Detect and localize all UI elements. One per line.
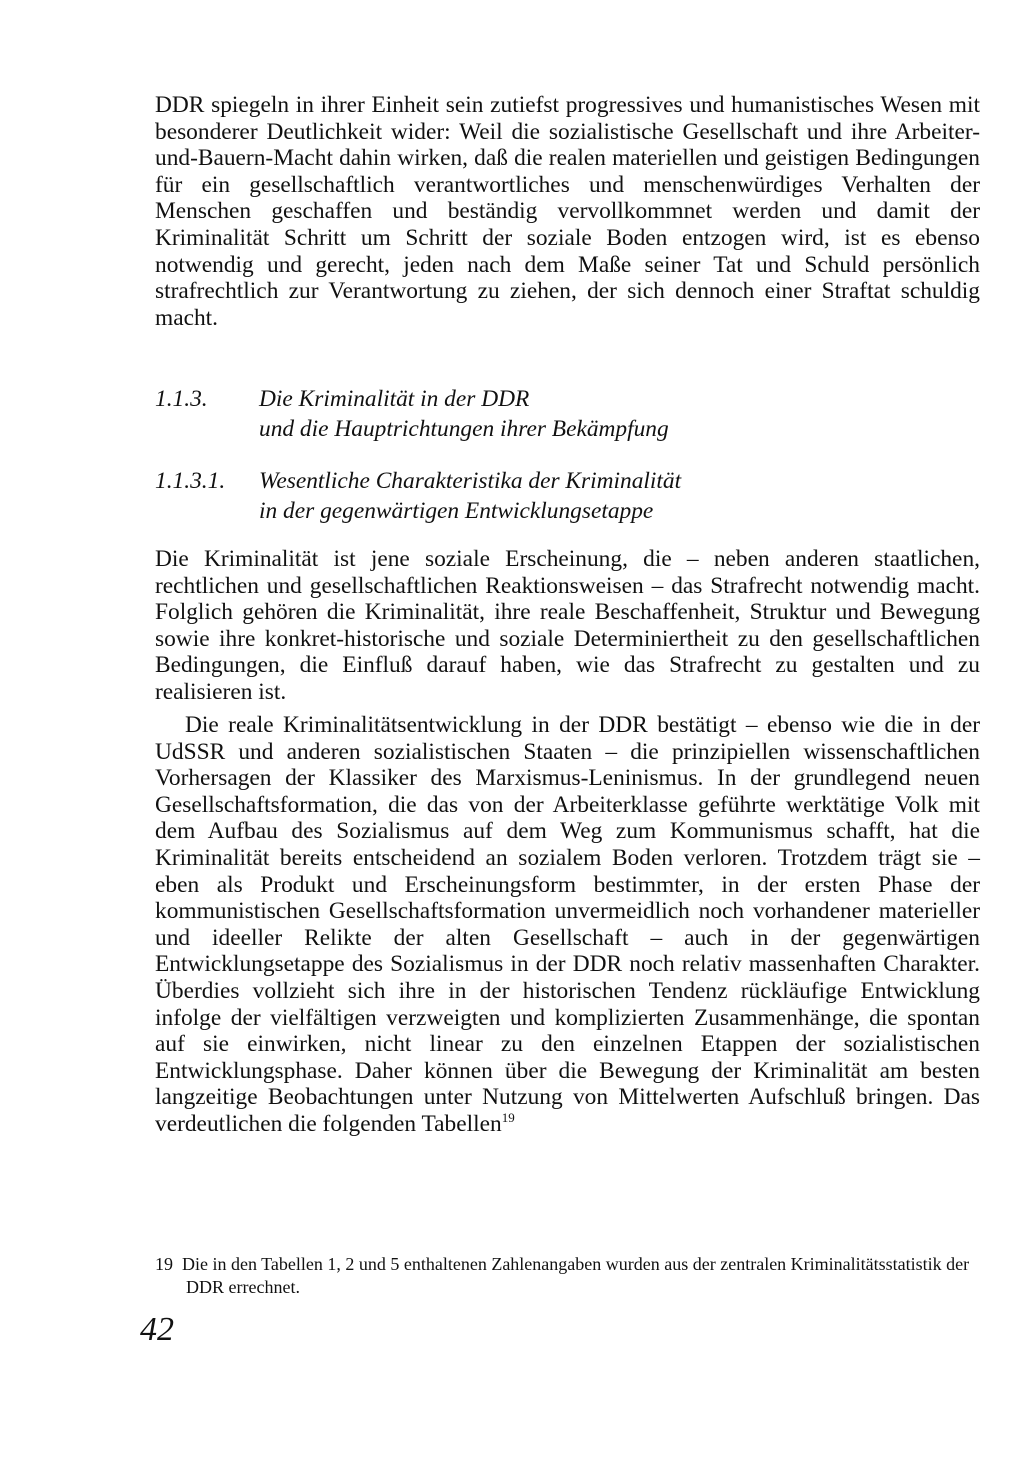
paragraph-criminality-development — [155, 712, 980, 1138]
paragraph-criminality-definition: Die Kriminalität ist jene soziale Erscheinung, die – neben anderen staatlichen, rechtlichen und gesellschaftlichen Reaktionsweisen – das Strafrecht notwendig macht. Folglich gehören die Kriminalität, ihre reale Beschaffenheit, Struktur und Bewegung sowie ihre konkret-historische und soziale Determiniertheit zu den gesellschaftlichen Bedingungen, die Einfluß darauf haben, wie das Strafrecht zu gestalten und zu realisieren ist. — [155, 546, 980, 705]
subsection-title-line-1: Wesentliche Charakteristika der Kriminalität — [259, 468, 682, 494]
footnote-text: Die in den Tabellen 1, 2 und 5 enthaltenen Zahlenangaben wurden aus der zentralen Kriminalitätsstatistik der DDR errechnet. — [182, 1254, 970, 1297]
section-title-line-2: und die Hauptrichtungen ihrer Bekämpfung — [259, 416, 669, 442]
page-number: 42 — [140, 1311, 174, 1348]
subsection-title-line-2: in der gegenwärtigen Entwicklungsetappe — [259, 498, 654, 524]
section-heading-1-1-3 — [155, 384, 980, 444]
subsection-title — [259, 466, 959, 526]
subsection-number: 1.1.3.1. — [155, 468, 226, 494]
section-title-line-1: Die Kriminalität in der DDR — [259, 386, 530, 412]
footnote-reference: 19 — [501, 1110, 515, 1126]
footnote-number: 19 — [155, 1254, 173, 1274]
paragraph-text: Die reale Kriminalitätsentwicklung in der DDR bestätigt – ebenso wie die in der UdSSR und anderen sozialistischen Staaten – die prinzipiellen wissenschaftlichen Vorhersagen der Klassiker des Marxismus-Leninismus. In der grundlegend neuen Gesellschaftsformation, die das von der Arbeiterklasse geführte werktätige Volk mit dem Aufbau des Sozialismus auf dem Weg zum Kommunismus schafft, hat die Kriminalität bereits entscheidend an sozialem Boden verloren. Trotzdem trägt sie – eben als Produkt und Erscheinungsform bestimmter, in der ersten Phase der kommunistischen Gesellschaftsformation unvermeidlich noch vorhandener materieller und ideeller Relikte der alten Gesellschaft – auch in der gegenwärtigen Entwicklungsetappe des Sozialismus in der DDR noch relativ massenhaften Charakter. Überdies vollzieht sich ihre in der historischen Tendenz rückläufige Entwicklung infolge der vielfältigen verzweigten und komplizierten Zusammenhänge, die spontan auf sie einwirken, nicht linear zu den einzelnen Etappen der sozialistischen Entwicklungsphase. Daher können über die Bewegung der Kriminalität am besten langzeitige Beobachtungen unter Nutzung von Mittelwerten Aufschluß bringen. Das verdeutlichen die folgenden Tabellen — [155, 712, 980, 1137]
paragraph-continuation: DDR spiegeln in ihrer Einheit sein zutiefst progressives und humanistisches Wesen mit besonderer Deutlichkeit wider: Weil die sozialistische Gesellschaft und ihre Arbeiter-und-Bauern-Macht dahin wirken, daß die realen materiellen und geistigen Bedingungen für ein gesellschaftlich verantwortliches und menschenwürdiges Verhalten der Menschen geschaffen und beständig vervollkommnet werden und damit der Kriminalität Schritt um Schritt der soziale Boden entzogen wird, ist es ebenso notwendig und gerecht, jeden nach dem Maße seiner Tat und Schuld persönlich strafrechtlich zur Verantwortung zu ziehen, der sich dennoch einer Straftat schuldig macht. — [155, 92, 980, 331]
section-number: 1.1.3. — [155, 386, 208, 412]
section-title — [259, 384, 959, 444]
section-heading-1-1-3-1 — [155, 466, 980, 526]
footnote — [155, 1253, 1006, 1299]
